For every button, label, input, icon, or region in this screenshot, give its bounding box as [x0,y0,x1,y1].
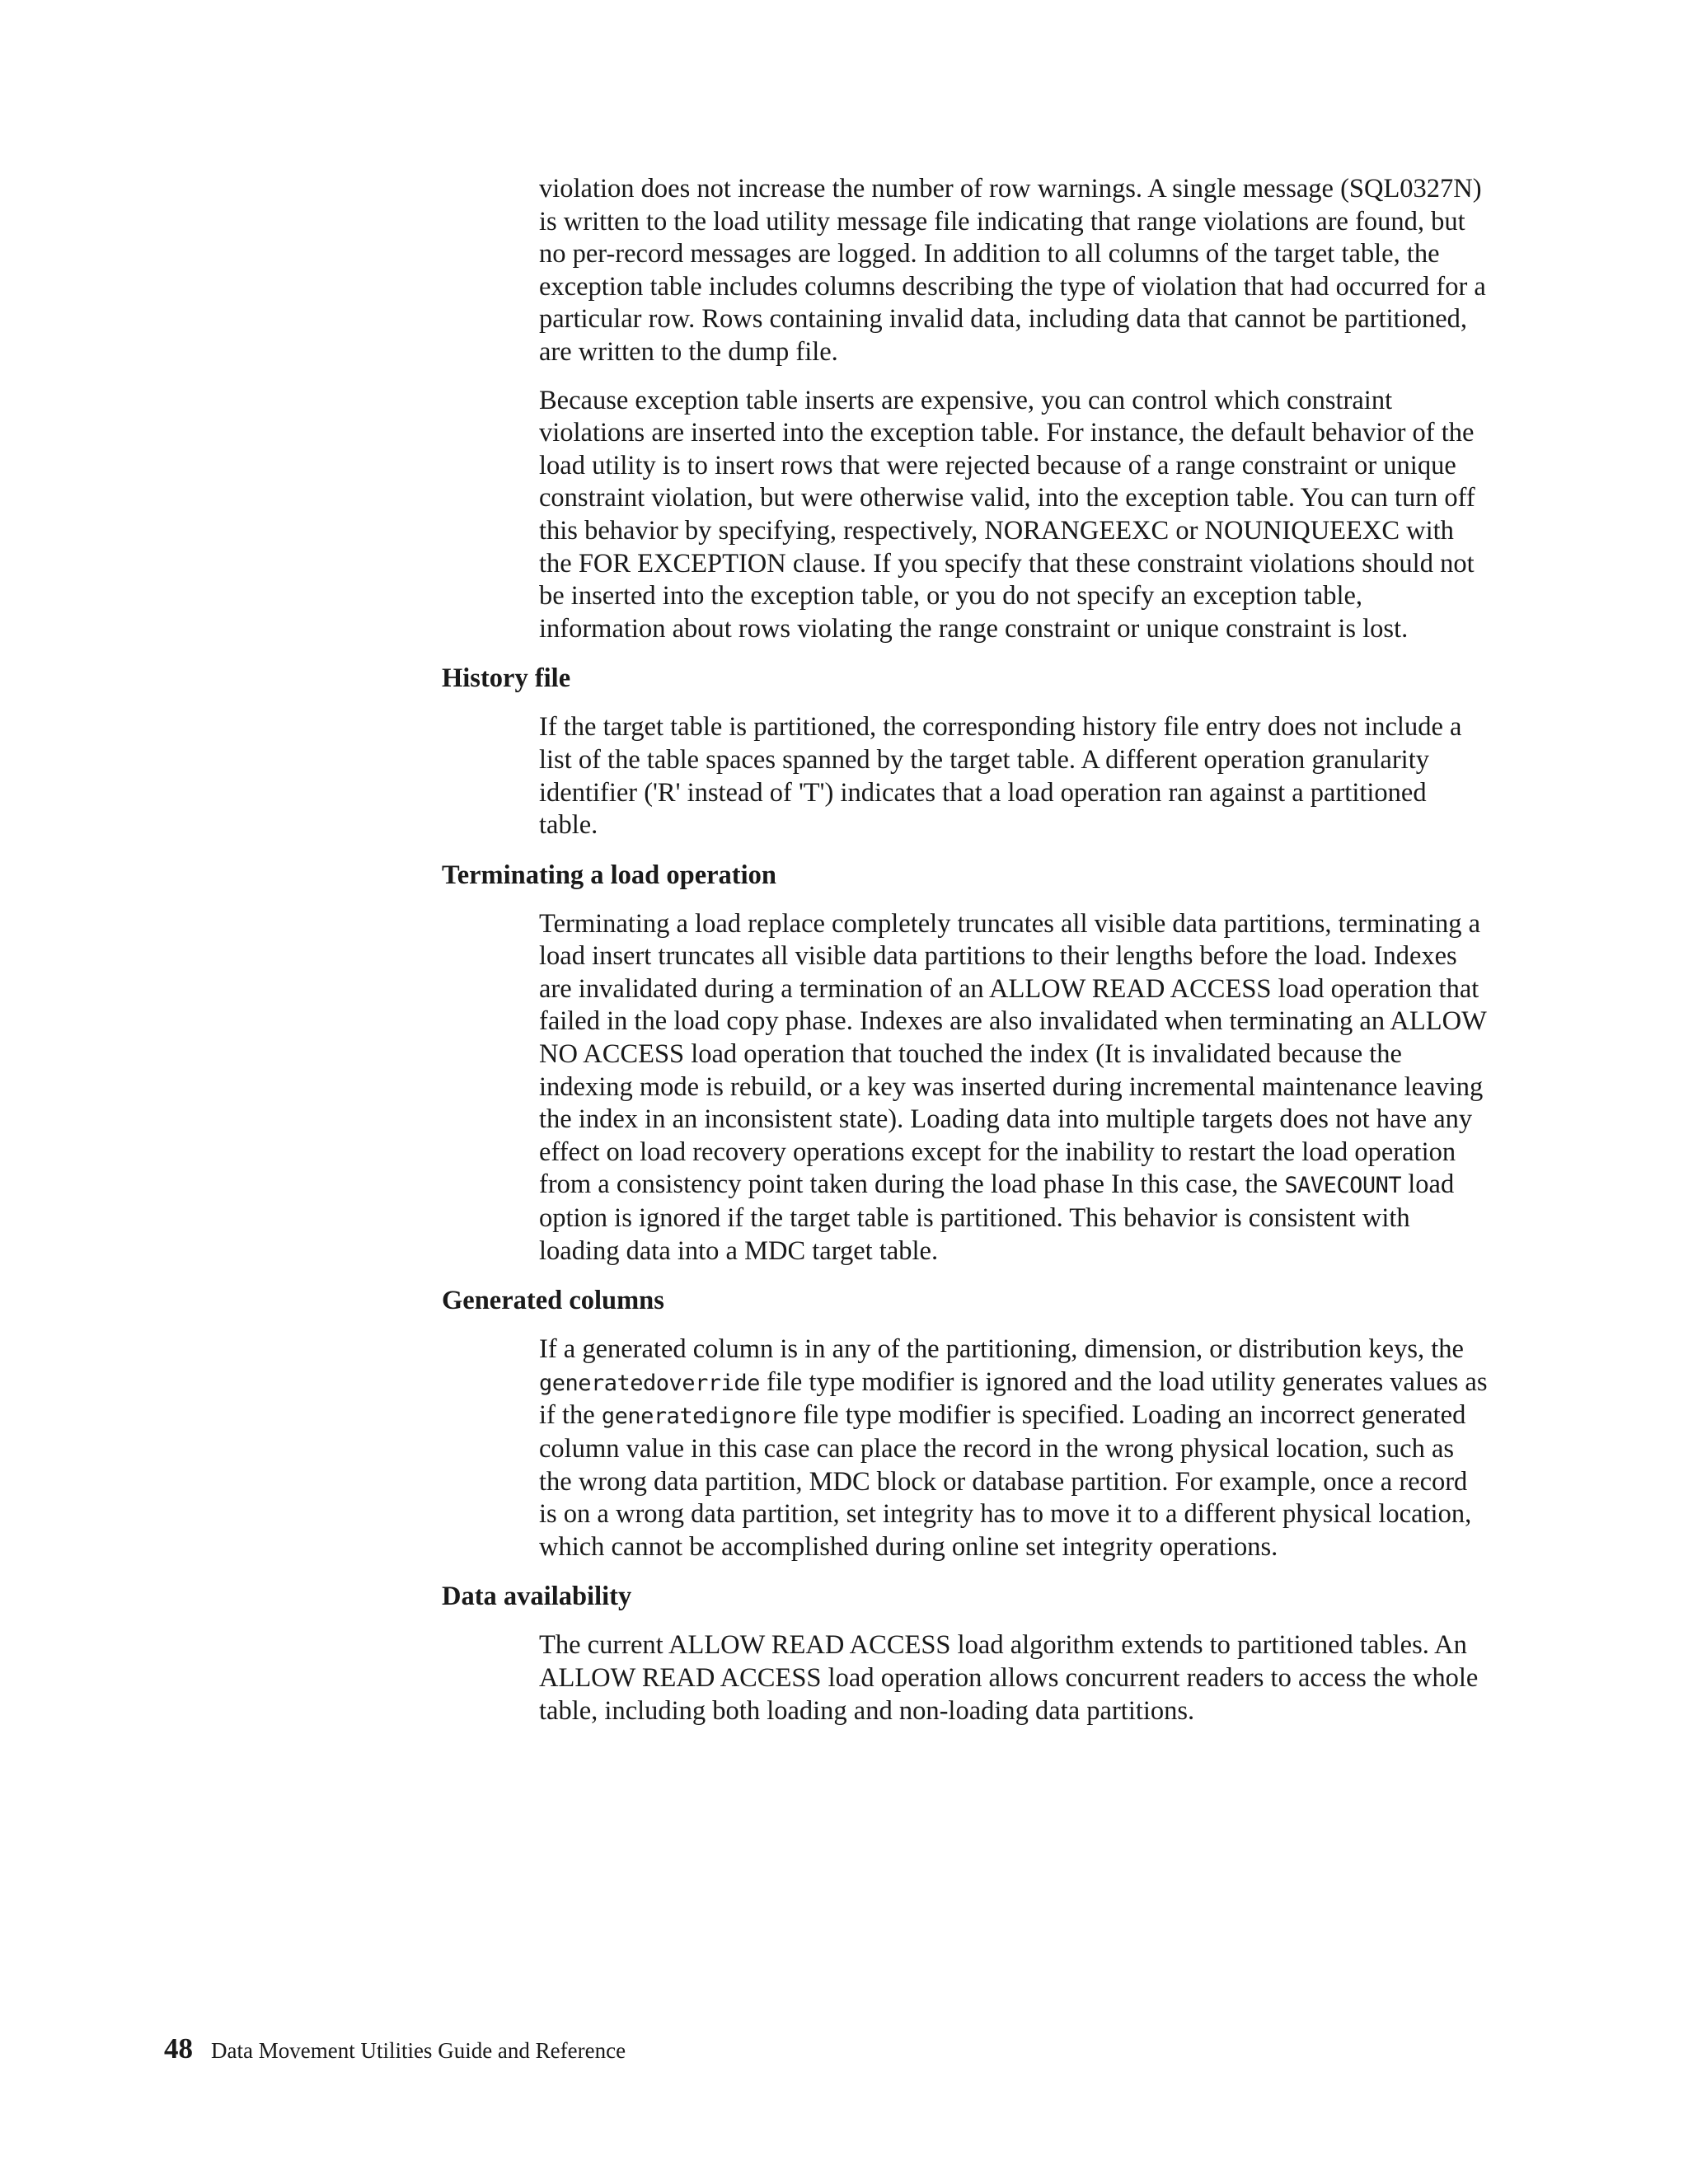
data-availability-paragraph: The current ALLOW READ ACCESS load algorithm extends to partitioned tables. An ALLOW READ ACCESS load operation allows concurrent readers to access the whole table, including both loading and non-loading data partitions. [539,1630,1479,1726]
history-file-paragraph: If the target table is partitioned, the corresponding history file entry does not include a list of the table spaces spanned by the target table. A different operation granularity identifier ('R' instead of 'T') indicates that a load operation ran against a partitioned table. [539,712,1462,841]
generatedignore-code: generatedignore [601,1404,797,1430]
generated-text-part-1: If a generated column is in any of the partitioning, dimension, or distribution keys, the [539,1334,1464,1365]
history-file-heading: History file [442,663,571,694]
page-number: 48 [164,2032,193,2064]
terminating-text-part-1: Terminating a load replace completely truncates all visible data partitions, terminating a load insert truncates all visible data partitions to their lengths before the load. Indexes are invalidated during a termination of an ALLOW READ ACCESS load operation that failed in the load copy phase. Indexes are also invalidated when terminating an ALLOW NO ACCESS load operation that touched the index (It is invalidated because the indexing mode is rebuild, or a key was inserted during incremental maintenance leaving the index in an inconsistent state). Loading data into multiple targets does not have any effect on load recovery operations except for the inability to restart the load operation from a consistency point taken during the load phase In this case, the [539,908,1487,1200]
exception-table-paragraph-1: violation does not increase the number of row warnings. A single message (SQL0327N) is written to the load utility message file indicating that range violations are found, but no per-record messages are logged. In addition to all columns of the target table, the exception table includes columns describing the type of violation that had occurred for a particular row. Rows containing invalid data, including data that cannot be partitioned, are written to the dump file. [539,174,1486,367]
page-footer [164,2032,626,2065]
generated-columns-heading: Generated columns [442,1286,664,1316]
book-title: Data Movement Utilities Guide and Reference [211,2038,626,2063]
terminating-load-paragraph [539,908,1489,1268]
generated-text-part-3: file type modifier is specified. Loading an incorrect generated column value in this case can place the record in the wrong physical location, such as the wrong data partition, MDC block or database partition. For example, once a record is on a wrong data partition, set integrity has to move it to a different physical location, which cannot be accomplished during online set integrity operations. [539,1400,1472,1562]
generated-text-part-2: file type modifier is ignored and the load utility generates values as if the [539,1366,1488,1431]
terminating-load-heading: Terminating a load operation [442,860,776,890]
exception-table-paragraph-2: Because exception table inserts are expensive, you can control which constraint violations are inserted into the exception table. For instance, the default behavior of the load utility is to insert rows that were rejected because of a range constraint or unique constraint violation, but were otherwise valid, into the exception table. You can turn off this behavior by specifying, respectively, NORANGEEXC or NOUNIQUEEXC with the FOR EXCEPTION clause. If you specify that these constraint violations should not be inserted into the exception table, or you do not specify an exception table, information about rows violating the range constraint or unique constraint is lost. [539,385,1475,644]
generated-columns-paragraph [539,1333,1489,1563]
generatedoverride-code: generatedoverride [539,1370,760,1396]
data-availability-heading: Data availability [442,1582,632,1612]
page-content [442,173,1489,1727]
savecount-code: SAVECOUNT [1284,1173,1402,1199]
terminating-text-part-2: load option is ignored if the target table is partitioned. This behavior is consistent with loading data into a MDC target table. [539,1169,1455,1266]
